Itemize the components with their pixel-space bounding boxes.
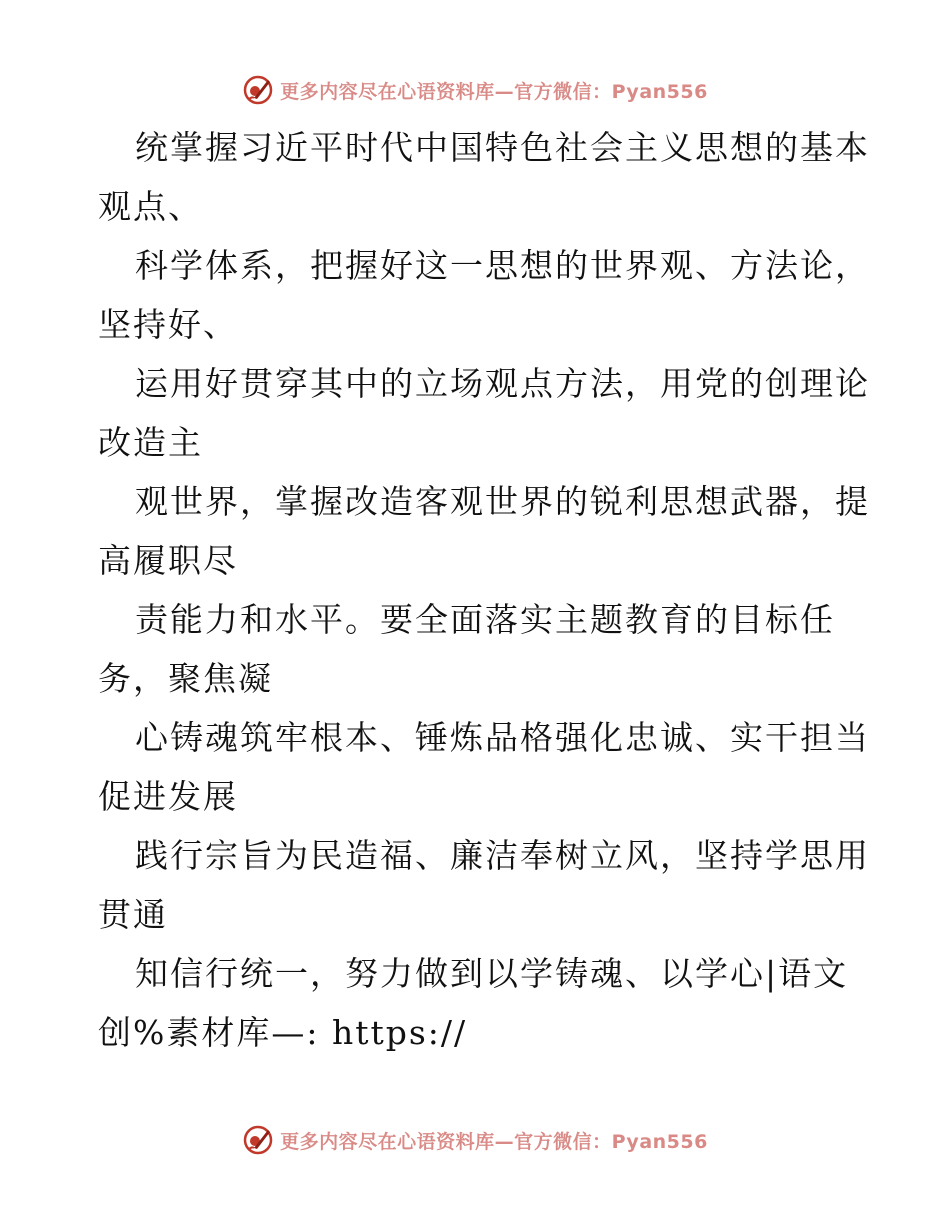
body-line: 坚持好、 — [98, 305, 238, 344]
body-line: 高履职尽 — [98, 541, 238, 580]
body-line: 责能力和水平。要全面落实主题教育的目标任 — [135, 600, 835, 639]
footer-banner-text: 更多内容尽在心语资料库—官方微信：Pyan556 — [280, 1130, 708, 1153]
body-line: 践行宗旨为民造福、廉洁奉树立风，坚持学思用 — [135, 836, 870, 875]
footer-banner — [0, 1120, 950, 1160]
body-line: 务，聚焦凝 — [98, 659, 273, 698]
body-line: 创%素材库—: https:// — [98, 1013, 468, 1052]
document-body — [98, 118, 868, 1062]
header-banner — [0, 70, 950, 110]
body-line: 促进发展 — [98, 777, 238, 816]
body-line: 运用好贯穿其中的立场观点方法，用党的创理论 — [135, 364, 870, 403]
body-line: 知信行统一，努力做到以学铸魂、以学心|语文 — [135, 954, 849, 993]
body-line: 改造主 — [98, 423, 203, 462]
body-line: 贯通 — [98, 895, 168, 934]
body-line: 科学体系，把握好这一思想的世界观、方法论， — [135, 246, 870, 285]
body-line: 统掌握习近平时代中国特色社会主义思想的基本 — [135, 128, 870, 167]
body-line: 观点、 — [98, 187, 203, 226]
body-line: 观世界，掌握改造客观世界的锐利思想武器，提 — [135, 482, 870, 521]
brand-logo-icon — [242, 74, 274, 106]
header-banner-text: 更多内容尽在心语资料库—官方微信：Pyan556 — [280, 80, 708, 103]
brand-logo-icon — [242, 1124, 274, 1156]
body-line: 心铸魂筑牢根本、锤炼品格强化忠诚、实干担当 — [135, 718, 870, 757]
